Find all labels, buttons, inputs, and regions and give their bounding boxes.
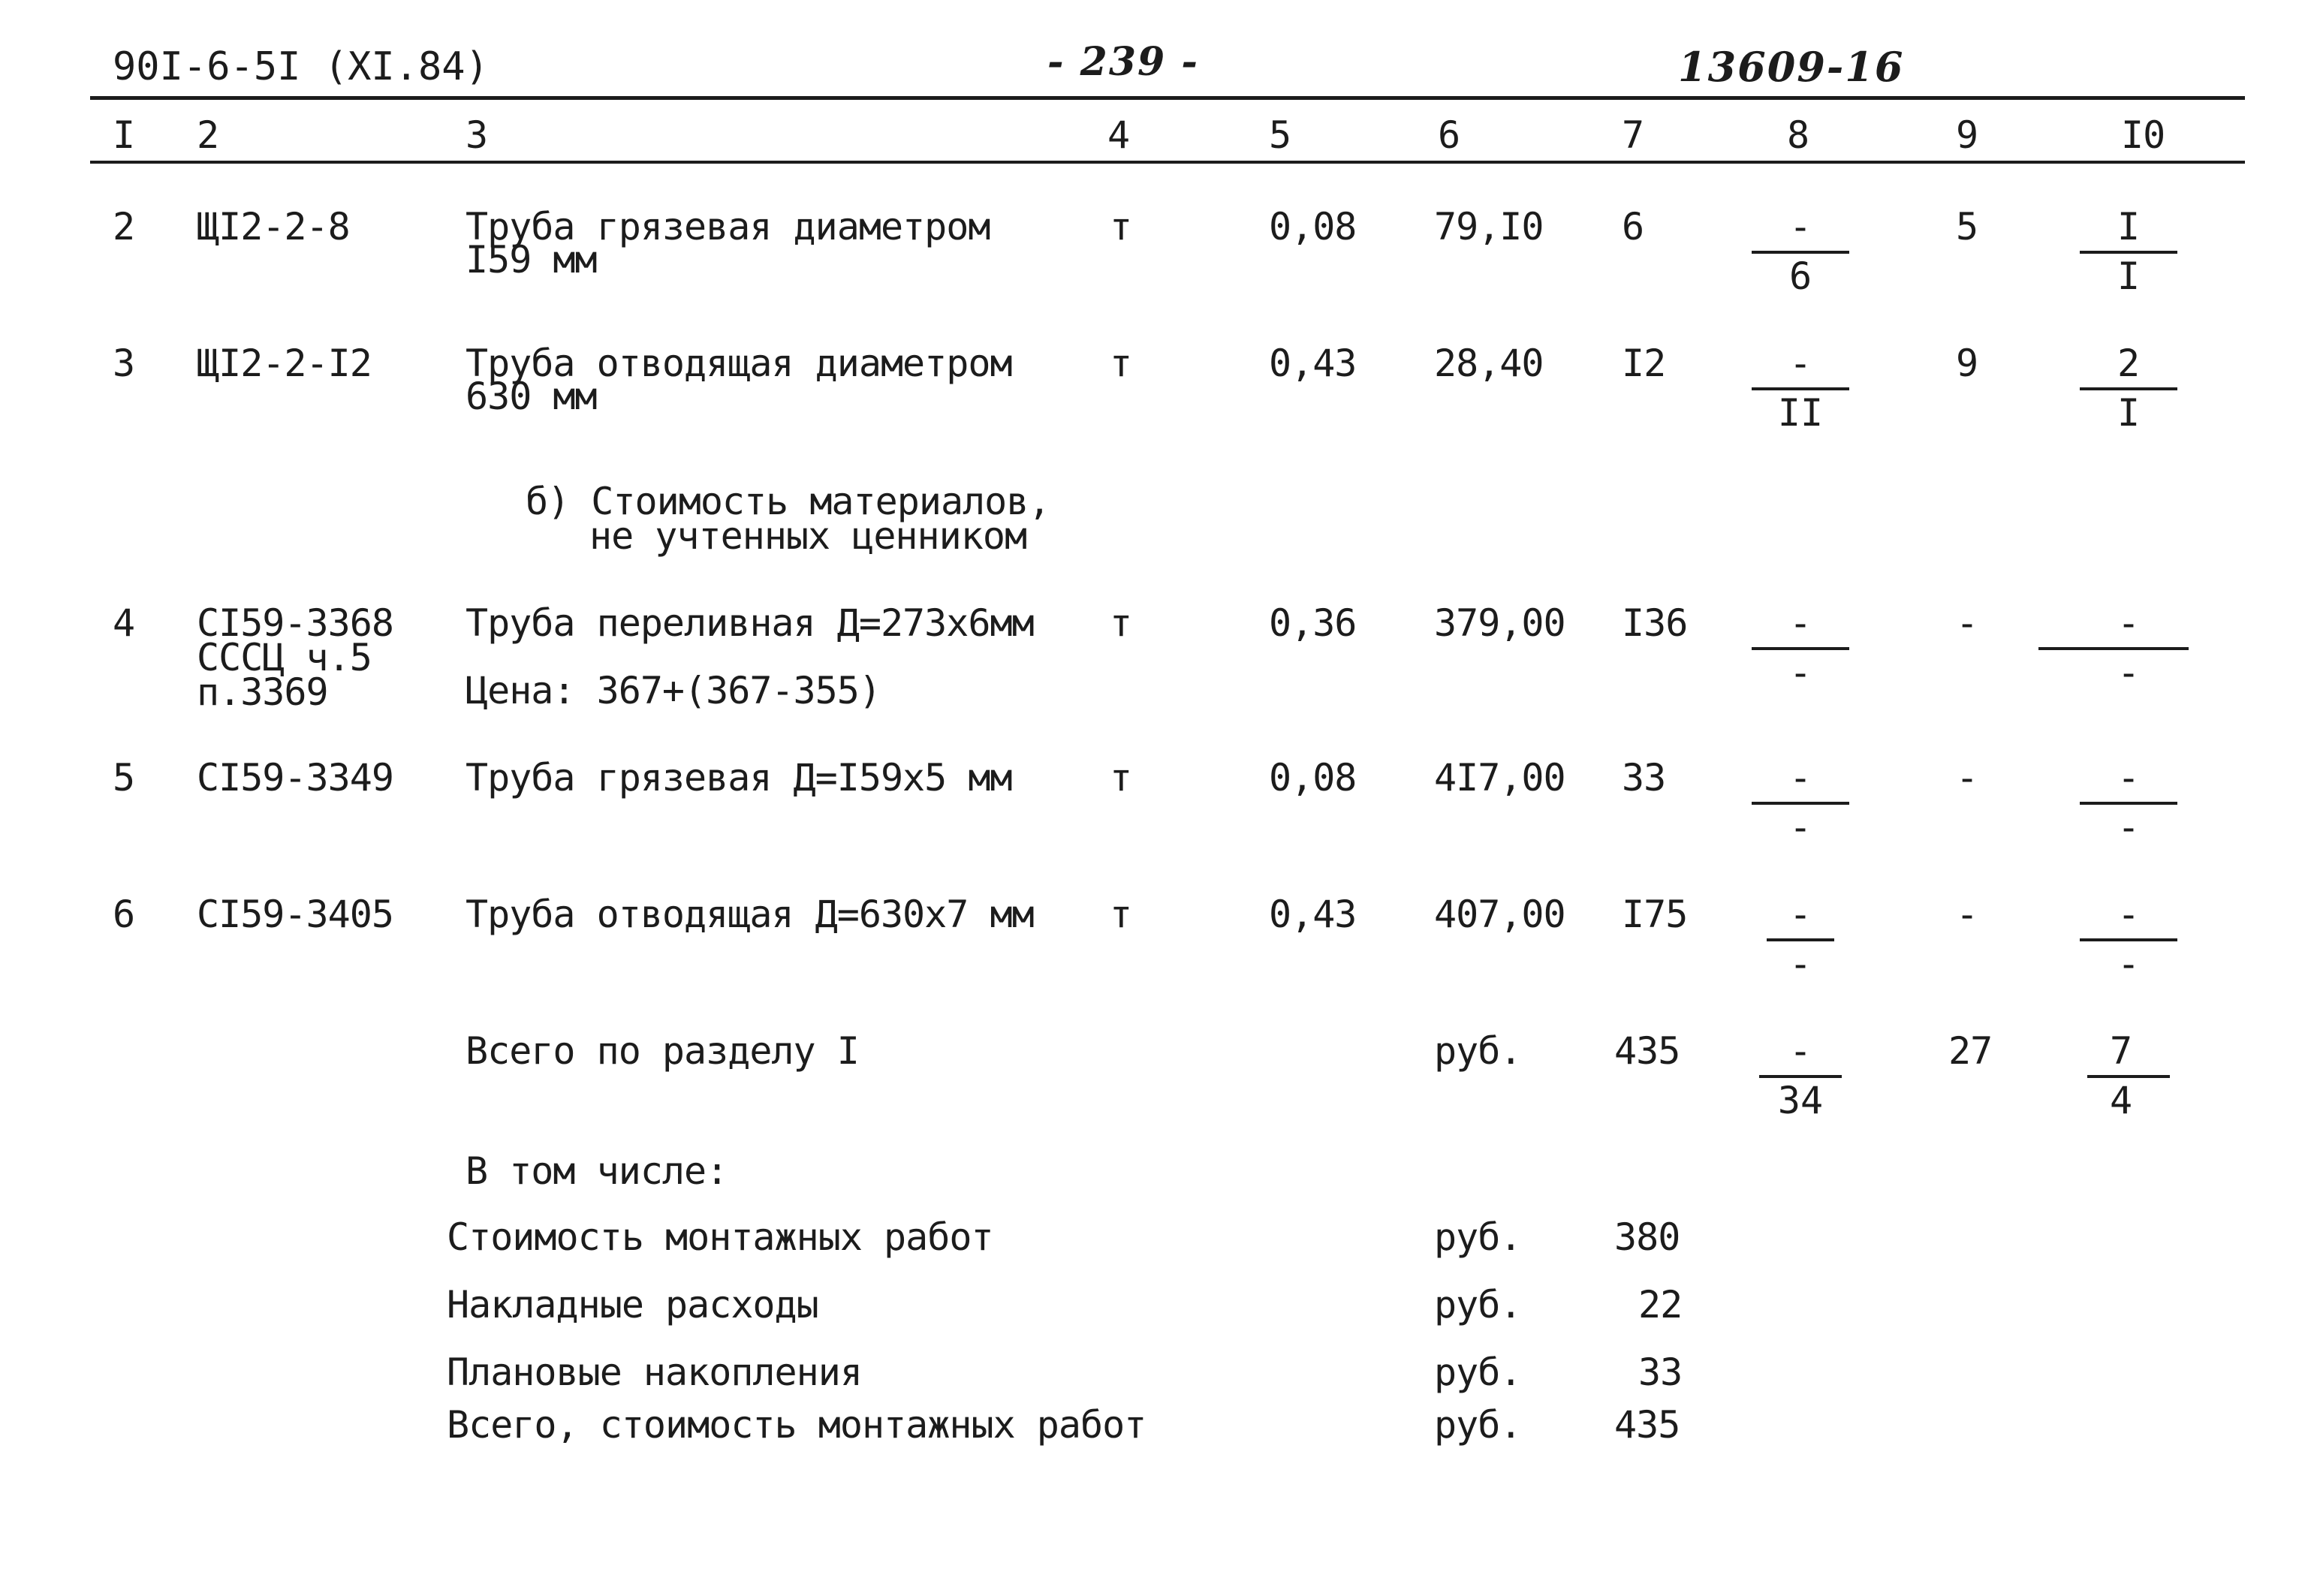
row-unit: т [1110,601,1132,645]
section-total-unit: руб. [1434,1029,1522,1073]
fraction-bar [2087,1075,2170,1078]
fraction-bar [1759,1075,1842,1078]
row-code: ЩI2-2-I2 [197,342,372,385]
breakdown-unit: руб. [1434,1283,1522,1326]
including-label: В том числе: [466,1149,728,1193]
col-header-7: 7 [1622,113,1644,157]
row-price: 379,00 [1434,601,1565,645]
breakdown-value: 435 [1614,1403,1680,1447]
row-col9: 5 [1956,205,1978,248]
row-price: 28,40 [1434,342,1544,385]
row-unit: т [1110,342,1132,385]
col-header-2: 2 [197,113,219,157]
row-price: 4I7,00 [1434,756,1565,800]
row-code: CI59-3405 [197,893,393,936]
breakdown-label: Стоимость монтажных работ [447,1215,993,1259]
fraction-bottom: 6 [1788,254,1812,298]
page-number: - 239 - [1047,39,1199,85]
col-header-6: 6 [1438,113,1460,157]
row-col9: - [1956,601,1978,645]
row-unit: т [1110,205,1132,248]
row-total: I36 [1622,601,1688,645]
fraction-top: - [1788,1029,1812,1073]
sheet-code: 13609-16 [1678,43,1905,91]
col-header-3: 3 [466,113,488,157]
row-unit: т [1110,756,1132,800]
fraction-bar [1752,387,1849,390]
section-heading-cont: не учтенных ценником [589,514,1027,558]
fraction-bottom: - [2117,651,2141,694]
fraction-bottom: II [1777,391,1824,435]
row-code-line3: п.3369 [197,670,328,714]
row-name: Труба грязевая диаметром [466,205,990,248]
row-qty: 0,08 [1269,205,1357,248]
row-qty: 0,43 [1269,342,1357,385]
fraction-bottom: - [1788,942,1812,986]
fraction-bottom: 34 [1777,1079,1824,1122]
section-heading: б) Стоимость материалов, [526,480,1050,523]
fraction-bar [1752,802,1849,805]
section-total-value: 435 [1614,1029,1680,1073]
row-number: 4 [113,601,135,645]
row-total: I75 [1622,893,1688,936]
row-name-cont: 630 мм [466,375,597,418]
fraction-top: I [2117,205,2141,248]
section-total-label: Всего по разделу I [466,1029,859,1073]
row-number: 2 [113,205,135,248]
row-price-note: Цена: 367+(367-355) [466,669,881,712]
doc-code: 90I-6-5I (XI.84) [113,44,489,89]
breakdown-label: Накладные расходы [447,1283,818,1326]
fraction-bar [1752,251,1849,254]
fraction-bottom: - [2117,942,2141,986]
breakdown-label: Всего, стоимость монтажных работ [447,1403,1146,1447]
fraction-bottom: I [2117,254,2141,298]
fraction-bar [1752,647,1849,650]
row-name: Труба грязевая Д=I59х5 мм [466,756,1012,800]
row-qty: 0,36 [1269,601,1357,645]
col-header-9: 9 [1956,113,1978,157]
row-unit: т [1110,893,1132,936]
fraction-bar [2080,802,2177,805]
row-name: Труба отводящая Д=630х7 мм [466,893,1034,936]
header-rule-top [90,96,2245,100]
section-total-col9: 27 [1948,1029,1993,1073]
fraction-top: - [1788,601,1812,645]
col-header-8: 8 [1787,113,1809,157]
fraction-bar [2080,938,2177,941]
row-code: ЩI2-2-8 [197,205,350,248]
fraction-top: 2 [2117,342,2141,385]
fraction-top: - [1788,342,1812,385]
row-code-line2: СССЦ ч.5 [197,636,372,679]
breakdown-unit: руб. [1434,1351,1522,1394]
row-qty: 0,08 [1269,756,1357,800]
breakdown-value: 22 [1638,1283,1683,1326]
row-total: I2 [1622,342,1666,385]
fraction-bar [2080,251,2177,254]
row-price: 79,I0 [1434,205,1544,248]
breakdown-unit: руб. [1434,1215,1522,1259]
row-name-cont: I59 мм [466,238,597,282]
col-header-5: 5 [1269,113,1291,157]
row-total: 6 [1622,205,1644,248]
fraction-top: - [2117,893,2141,936]
fraction-bottom: - [2117,806,2141,849]
fraction-top: - [1788,893,1812,936]
row-col9: - [1956,756,1978,800]
row-qty: 0,43 [1269,893,1357,936]
fraction-top: - [2117,756,2141,800]
fraction-bar [2038,647,2189,650]
header-rule-bottom [90,161,2245,164]
row-number: 3 [113,342,135,385]
row-code: CI59-3349 [197,756,393,800]
row-col9: 9 [1956,342,1978,385]
breakdown-value: 380 [1614,1215,1680,1259]
row-number: 6 [113,893,135,936]
row-total: 33 [1622,756,1666,800]
col-header-10: I0 [2121,113,2165,157]
breakdown-unit: руб. [1434,1403,1522,1447]
row-number: 5 [113,756,135,800]
fraction-top: 7 [2109,1029,2133,1073]
fraction-bar [2080,387,2177,390]
col-header-4: 4 [1107,113,1130,157]
fraction-bottom: 4 [2109,1079,2133,1122]
row-col9: - [1956,893,1978,936]
row-name: Труба отводящая диаметром [466,342,1012,385]
fraction-top: - [2117,601,2141,645]
fraction-top: - [1788,756,1812,800]
row-price: 407,00 [1434,893,1565,936]
row-name: Труба переливная Д=273х6мм [466,601,1034,645]
fraction-bottom: - [1788,806,1812,849]
fraction-top: - [1788,205,1812,248]
breakdown-label: Плановые накопления [447,1351,862,1394]
breakdown-value: 33 [1638,1351,1683,1394]
row-code: CI59-3368 [197,601,393,645]
col-header-1: I [113,113,135,157]
fraction-bar [1767,938,1834,941]
fraction-bottom: I [2117,391,2141,435]
fraction-bottom: - [1788,651,1812,694]
